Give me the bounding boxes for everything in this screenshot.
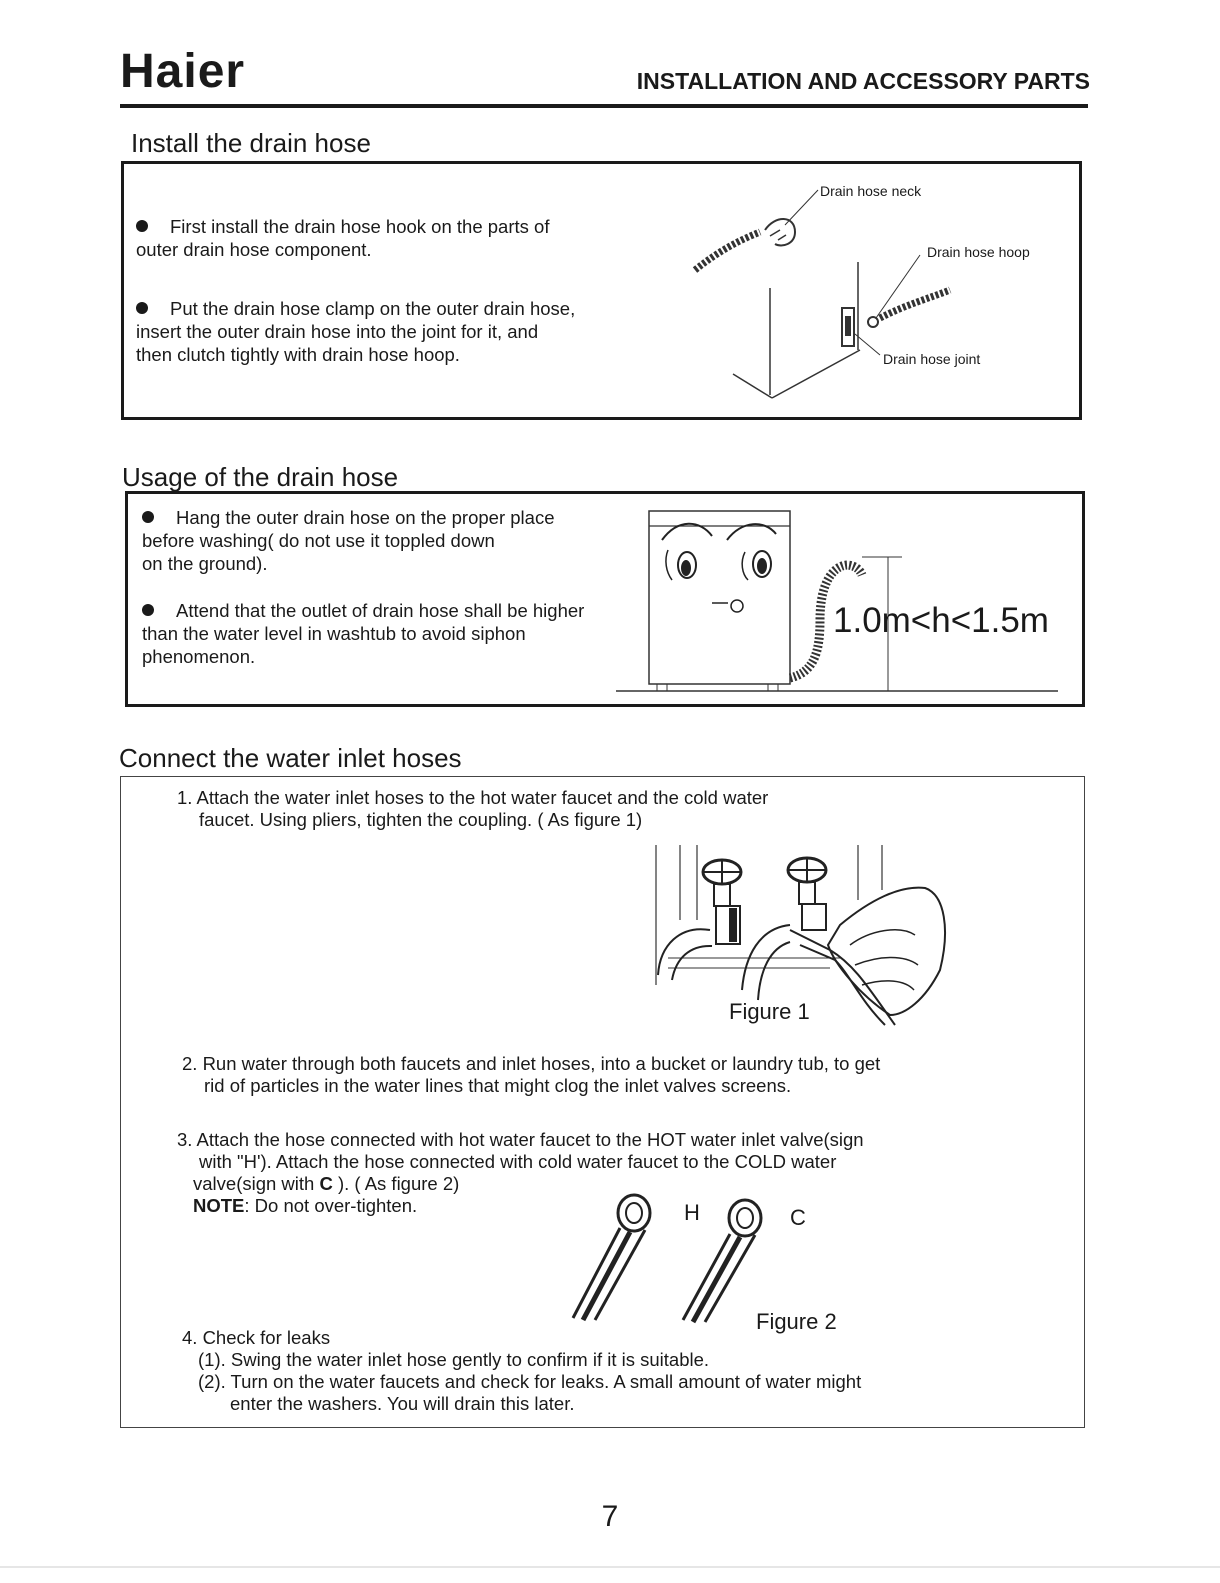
inlet-note: NOTE: Do not over-tighten. <box>193 1195 418 1216</box>
inlet-step-1: 1. Attach the water inlet hoses to the hot water faucet and the cold water faucet. Using pliers, tighten the coupling. ( As figure 1) <box>177 787 769 830</box>
bottom-edge <box>0 1566 1220 1568</box>
install-drain-title: Install the drain hose <box>131 128 371 158</box>
height-range-label: 1.0m<h<1.5m <box>833 601 1049 640</box>
inlet-step-2: 2. Run water through both faucets and inlet hoses, into a bucket or laundry tub, to get rid of particles in the water lines that might clog the inlet valves screens. <box>182 1053 881 1096</box>
figure-1-caption: Figure 1 <box>729 999 810 1024</box>
install-drain-bullet-1: First install the drain hose hook on the parts of outer drain hose component. <box>136 216 550 260</box>
install-drain-bullet-2: Put the drain hose clamp on the outer drain hose, insert the outer drain hose into the joint for it, and then clutch tightly with drain hose hoop. <box>136 298 576 365</box>
callout-drain-hose-joint: Drain hose joint <box>883 351 981 367</box>
page-header-title: INSTALLATION AND ACCESSORY PARTS <box>636 68 1090 94</box>
hot-valve-label: H <box>684 1200 700 1225</box>
usage-drain-bullet-1: Hang the outer drain hose on the proper place before washing( do not use it toppled down on the ground). <box>142 507 555 574</box>
callout-drain-hose-neck: Drain hose neck <box>820 183 922 199</box>
inlet-step-3-line-3: valve(sign with C ). ( As figure 2) <box>193 1173 460 1194</box>
inlet-step-4: 4. Check for leaks (1). Swing the water inlet hose gently to confirm if it is suitable. (2). Turn on the water faucets and check for leaks. A small amount of water might enter the washers. You will drain this later. <box>182 1327 862 1414</box>
page-number: 7 <box>601 1500 619 1533</box>
inlet-title: Connect the water inlet hoses <box>119 743 462 773</box>
callout-drain-hose-hoop: Drain hose hoop <box>927 244 1030 260</box>
usage-drain-bullet-2: Attend that the outlet of drain hose shall be higher than the water level in washtub to avoid siphon phenomenon. <box>142 600 585 667</box>
haier-logo: Haier <box>120 45 246 98</box>
inlet-step-3: 3. Attach the hose connected with hot water faucet to the HOT water inlet valve(sign with "H'). Attach the hose connected with cold water faucet to the COLD water valve(sign with C ). ( As figure 2) NOTE: Do not over-tighten. <box>177 1129 997 1217</box>
usage-drain-title: Usage of the drain hose <box>122 462 399 492</box>
figure-2-caption: Figure 2 <box>756 1309 837 1334</box>
cold-valve-label: C <box>790 1205 806 1230</box>
